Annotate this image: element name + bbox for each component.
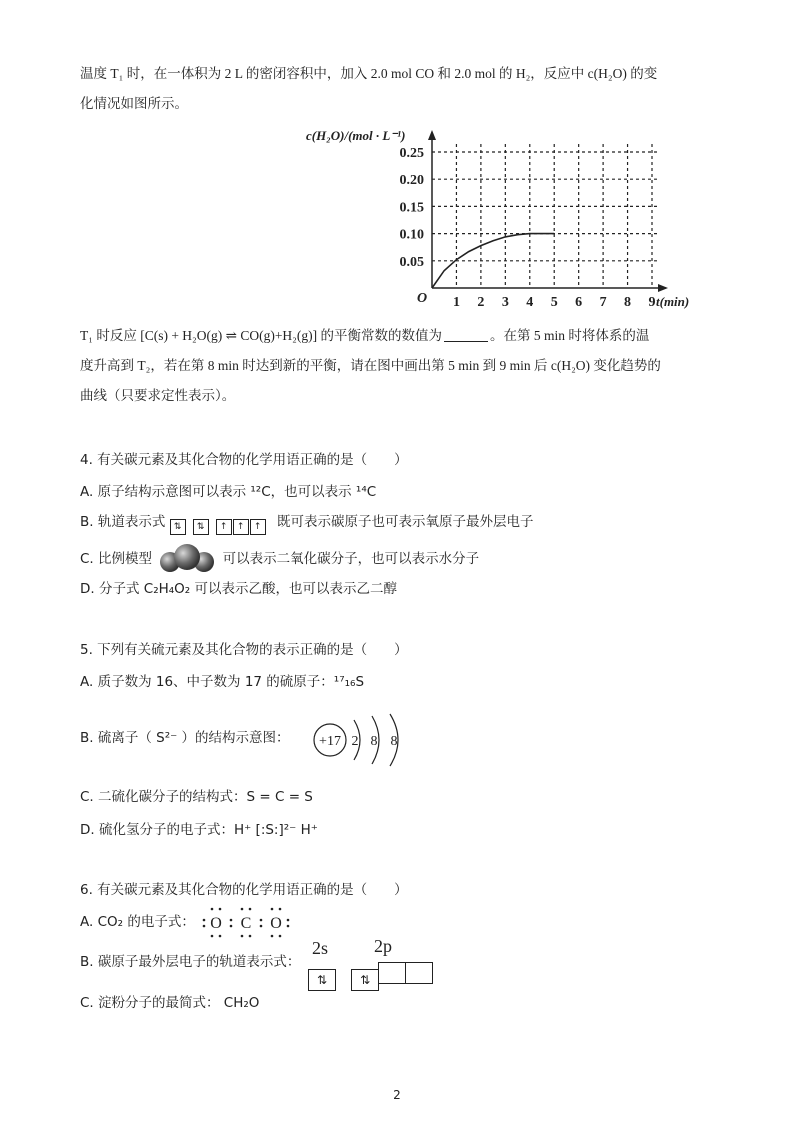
intro-line-1: 温度 T₁ 时，在一体积为 2 L 的密闭容积中，加入 2.0 mol CO 和 2.0 mol 的 H₂，反应中 c(H₂O) 的变 <box>80 66 658 81</box>
x-axis-arrow <box>658 284 668 292</box>
x-tick-label: 7 <box>599 295 607 310</box>
x-tick-label: 1 <box>452 295 460 310</box>
origin-label: O <box>416 291 428 306</box>
q6-option-a <box>80 912 195 932</box>
shell-1-count: 2 <box>351 734 359 749</box>
orbital-box-2p-1: ⇅ <box>351 969 379 991</box>
x-tick-label: 5 <box>550 295 558 310</box>
q4-c-prefix: C. 比例模型 <box>80 551 153 567</box>
x-tick-label: 2 <box>477 295 485 310</box>
orbital-box-2p-2 <box>378 962 406 984</box>
y-axis-arrow <box>428 130 436 140</box>
orbital-box: ↑ <box>216 519 232 535</box>
atom-o-left: O <box>210 915 222 932</box>
atom-o-right: O <box>270 915 282 932</box>
q6-option-c: C. 淀粉分子的最简式： CH₂O <box>80 995 260 1011</box>
orbital-box: ↑ <box>233 519 249 535</box>
q4-option-b <box>80 512 533 535</box>
x-tick-label: 8 <box>624 295 632 310</box>
q5-b-prefix: B. 硫离子（ S²⁻ ）的结构示意图： <box>80 730 290 746</box>
after-line-1 <box>80 326 649 346</box>
shell-3-count: 8 <box>390 734 398 749</box>
orbital-box: ↑ <box>250 519 266 535</box>
electron-dot-formula <box>198 904 308 942</box>
nucleus-label: +17 <box>319 734 341 749</box>
x-tick-label: 6 <box>575 295 583 310</box>
intro-line-2: 化情况如图所示。 <box>80 96 188 111</box>
after-line-1b: 。在第 5 min 时将体系的温 <box>490 328 650 343</box>
q4-option-d: D. 分子式 C₂H₄O₂ 可以表示乙酸，也可以表示乙二醇 <box>80 581 397 597</box>
q4-c-suffix: 可以表示二氧化碳分子，也可以表示水分子 <box>222 551 480 567</box>
y-axis-label: c(H₂O)/(mol · L⁻¹) <box>306 128 406 143</box>
q4-b-suffix: 既可表示碳原子也可表示氧原子最外层电子 <box>276 514 534 530</box>
orbital-group-2 <box>193 512 210 535</box>
x-tick-label: 9 <box>648 295 656 310</box>
q4-b-prefix: B. 轨道表示式 <box>80 514 166 530</box>
x-axis-label: t(min) <box>656 294 690 309</box>
y-tick-label: 0.15 <box>399 200 424 216</box>
label-2p: 2p <box>374 936 392 956</box>
q4-option-c <box>80 543 479 573</box>
q5-option-d: D. 硫化氢分子的电子式：H⁺ [:S:]²⁻ H⁺ <box>80 822 318 838</box>
page-number: 2 <box>393 1088 401 1102</box>
answer-blank <box>444 327 488 342</box>
q4-option-a: A. 原子结构示意图可以表示 ¹²C，也可以表示 ¹⁴C <box>80 484 377 500</box>
after-line-1a: T₁ 时反应 [C(s) + H₂O(g) ⇌ CO(g)+H₂(g)] 的平衡常数的数值为 <box>80 328 442 343</box>
y-tick-label: 0.20 <box>399 173 424 189</box>
orbital-box-2s: ⇅ <box>308 969 336 991</box>
q6-a-prefix: A. CO₂ 的电子式： <box>80 914 195 930</box>
shell-2-count: 8 <box>370 734 378 749</box>
q5-option-c: C. 二硫化碳分子的结构式：S = C = S <box>80 789 313 805</box>
q6-stem: 6. 有关碳元素及其化合物的化学用语正确的是（ ） <box>80 882 408 898</box>
orbital-box: ⇅ <box>193 519 209 535</box>
orbital-group-3 <box>216 512 267 535</box>
orbital-box: ⇅ <box>170 519 186 535</box>
orbital-group-1 <box>170 512 187 535</box>
x-tick-label: 4 <box>526 295 534 310</box>
q5-stem: 5. 下列有关硫元素及其化合物的表示正确的是（ ） <box>80 642 408 658</box>
y-tick-label: 0.25 <box>399 146 424 161</box>
orbital-box-2p-3 <box>405 962 433 984</box>
q6-b-prefix: B. 碳原子最外层电子的轨道表示式： <box>80 954 301 970</box>
q5-option-a: A. 质子数为 16、中子数为 17 的硫原子：¹⁷₁₆S <box>80 674 365 690</box>
after-line-3: 曲线（只要求定性表示）。 <box>80 388 236 403</box>
y-tick-label: 0.05 <box>399 254 424 270</box>
atomic-structure-diagram <box>310 712 420 768</box>
q6-option-b <box>80 952 300 972</box>
orbital-diagram-2s2p <box>308 938 448 986</box>
q4-stem: 4. 有关碳元素及其化合物的化学用语正确的是（ ） <box>80 452 408 468</box>
space-filling-model-icon <box>156 543 218 573</box>
y-tick-label: 0.10 <box>399 227 424 243</box>
atom-c: C <box>240 915 252 932</box>
after-line-2: 度升高到 T₂，若在第 8 min 时达到新的平衡，请在图中画出第 5 min 到 9 min 后 c(H₂O) 变化趋势的 <box>80 358 661 373</box>
concentration-chart <box>300 124 720 314</box>
label-2s: 2s <box>312 938 329 958</box>
q5-option-b <box>80 728 290 748</box>
x-tick-label: 3 <box>501 295 509 310</box>
